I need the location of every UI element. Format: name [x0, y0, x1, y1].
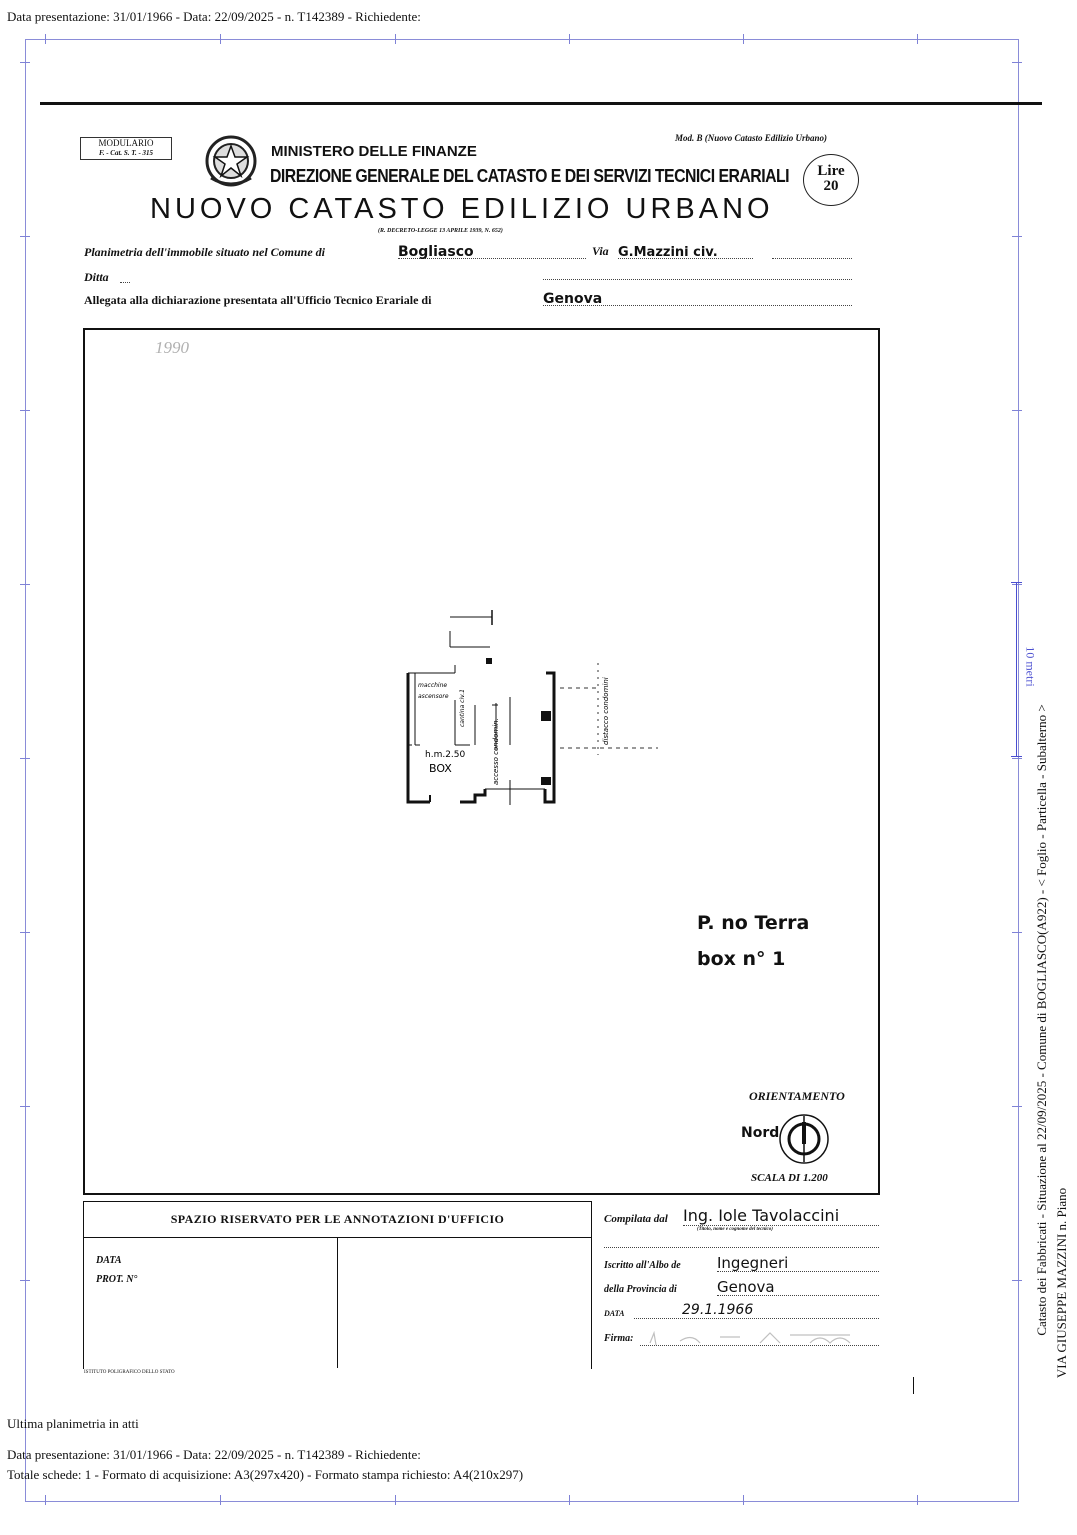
mod-b-label: Mod. B (Nuovo Catasto Edilizio Urbano)	[675, 133, 828, 143]
distacco-label: distacco condomini	[602, 677, 610, 745]
ufficio-field	[543, 290, 852, 306]
decree-label: (R. DECRETO-LEGGE 13 APRILE 1939, N. 652)	[378, 228, 503, 234]
signature-mark	[640, 1331, 879, 1347]
margin-mark	[913, 1377, 914, 1394]
frame-tick	[917, 1495, 918, 1505]
piano-label: P. no Terra	[697, 912, 810, 934]
frame-tick	[1012, 1106, 1022, 1107]
north-arrow-icon	[777, 1112, 831, 1166]
frame-tick	[20, 1106, 30, 1107]
frame-tick	[569, 1495, 570, 1505]
frame-tick	[20, 1280, 30, 1281]
via-field	[618, 243, 753, 259]
iscritto-label: Iscritto all'Albo de	[604, 1260, 681, 1271]
frame-tick	[20, 758, 30, 759]
frame-tick	[917, 34, 918, 44]
annotations-title: SPAZIO RISERVATO PER LE ANNOTAZIONI D'UFFICIO	[170, 1212, 505, 1226]
firma-field	[640, 1331, 879, 1346]
frame-tick	[1012, 932, 1022, 933]
compiler-data-field	[634, 1301, 879, 1319]
box-room-label: BOX	[429, 762, 452, 775]
frame-tick	[220, 1495, 221, 1505]
iscritto-value: Ingegneri	[717, 1254, 789, 1272]
comune-value: Bogliasco	[398, 244, 474, 260]
pencil-note: 1990	[155, 338, 189, 357]
scale-bar	[1016, 582, 1017, 756]
frame-tick	[395, 1495, 396, 1505]
side-text-2-wrap	[1054, 1160, 1070, 1406]
frame-tick	[1012, 758, 1022, 759]
compilata-field-2	[604, 1237, 879, 1248]
frame-tick	[1012, 62, 1022, 63]
comune-field	[398, 243, 586, 259]
modulario-box	[80, 137, 172, 160]
via-value: G.Mazzini civ.	[618, 245, 718, 260]
footer-line-2: Totale schede: 1 - Formato di acquisizione: A3(297x420) - Formato stampa richiesto: A4(210x297)	[7, 1467, 524, 1482]
iscritto-field	[717, 1254, 879, 1272]
frame-tick	[20, 410, 30, 411]
frame-tick	[743, 34, 744, 44]
allegata-label: Allegata alla dichiarazione presentata all'Ufficio Tecnico Erariale di	[84, 293, 432, 307]
modulario-code: F. - Cat. S. T. - 315	[98, 149, 154, 157]
compilata-field	[683, 1206, 879, 1226]
room-label-machines: macchine	[418, 682, 448, 689]
top-rule	[40, 102, 1042, 105]
scale-bar-end	[1011, 756, 1022, 757]
accesso-label: accesso condomin.	[492, 718, 500, 785]
republic-emblem-icon	[203, 134, 259, 192]
frame-tick	[743, 1495, 744, 1505]
scale-bar-end	[1011, 582, 1022, 583]
frame-tick	[395, 34, 396, 44]
side-text-2: VIA GIUSEPPE MAZZINI n. Piano	[1054, 1187, 1069, 1379]
ditta-label: Ditta	[84, 270, 109, 284]
frame-tick	[1012, 410, 1022, 411]
frame-tick	[20, 932, 30, 933]
civ-field	[772, 243, 852, 259]
frame-tick	[45, 34, 46, 44]
planimetria-label: Planimetria dell'immobile situato nel Comune di	[84, 245, 326, 259]
modulario-label: MODULARIO	[98, 138, 154, 148]
annotations-column-divider	[337, 1237, 338, 1368]
scale-bar-label: 10 metri	[1023, 646, 1038, 687]
compilata-value: Ing. Iole Tavolaccini	[683, 1206, 840, 1225]
annotations-prot-label: PROT. N°	[96, 1274, 138, 1285]
orientamento-label: ORIENTAMENTO	[749, 1089, 845, 1103]
firma-label: Firma:	[604, 1333, 634, 1344]
lire-stamp	[803, 154, 859, 206]
annotations-data-label: DATA	[96, 1255, 122, 1266]
provincia-label: della Provincia di	[604, 1284, 677, 1295]
form-title: NUOVO CATASTO EDILIZIO URBANO	[150, 193, 774, 225]
header-line: Data presentazione: 31/01/1966 - Data: 22/09/2025 - n. T142389 - Richiedente:	[7, 9, 421, 24]
nord-label: Nord	[741, 1125, 780, 1141]
room-label-lift: ascensore	[418, 693, 449, 700]
frame-tick	[45, 1495, 46, 1505]
provincia-value: Genova	[717, 1278, 775, 1296]
frame-tick	[1012, 1280, 1022, 1281]
frame-tick	[20, 62, 30, 63]
ditta-field-2	[543, 266, 852, 280]
ditta-field	[120, 270, 130, 283]
frame-tick	[20, 584, 30, 585]
compilata-label: Compilata dal	[604, 1213, 668, 1225]
side-text-1: Catasto dei Fabbricati - Situazione al 22/09/2025 - Comune di BOGLIASCO(A922) - < Foglio - Particella - Subalterno >	[1034, 704, 1049, 1336]
lire-value: 20	[823, 178, 839, 194]
provincia-field	[717, 1278, 879, 1296]
frame-tick	[1012, 584, 1022, 585]
via-label: Via	[592, 244, 609, 258]
box-number: box n° 1	[697, 948, 786, 970]
scale-label: SCALA DI 1.200	[751, 1172, 828, 1184]
cantina-label: cantina civ.1	[459, 689, 466, 727]
compilata-hint: (Titolo, nome e cognome del tecnico)	[697, 1227, 773, 1232]
direzione-name: DIREZIONE GENERALE DEL CATASTO E DEI SERVIZI TECNICI ERARIALI	[270, 166, 790, 186]
ultima-label: Ultima planimetria in atti	[7, 1416, 139, 1431]
compiler-data-value: 29.1.1966	[682, 1302, 754, 1318]
lire-label: Lire	[817, 163, 845, 179]
printer-label: ISTITUTO POLIGRAFICO DELLO STATO	[84, 1370, 175, 1375]
height-label: h.m.2.50	[425, 750, 466, 760]
frame-tick	[20, 236, 30, 237]
frame-tick	[220, 34, 221, 44]
footer-line-1: Data presentazione: 31/01/1966 - Data: 22/09/2025 - n. T142389 - Richiedente:	[7, 1447, 421, 1462]
floor-plan-drawing	[400, 605, 670, 820]
ministry-name: MINISTERO DELLE FINANZE	[271, 143, 477, 160]
side-text-1-wrap	[1034, 634, 1050, 1406]
frame-tick	[1012, 236, 1022, 237]
frame-tick	[569, 34, 570, 44]
ufficio-value: Genova	[543, 291, 603, 307]
compiler-data-label: DATA	[604, 1309, 625, 1318]
